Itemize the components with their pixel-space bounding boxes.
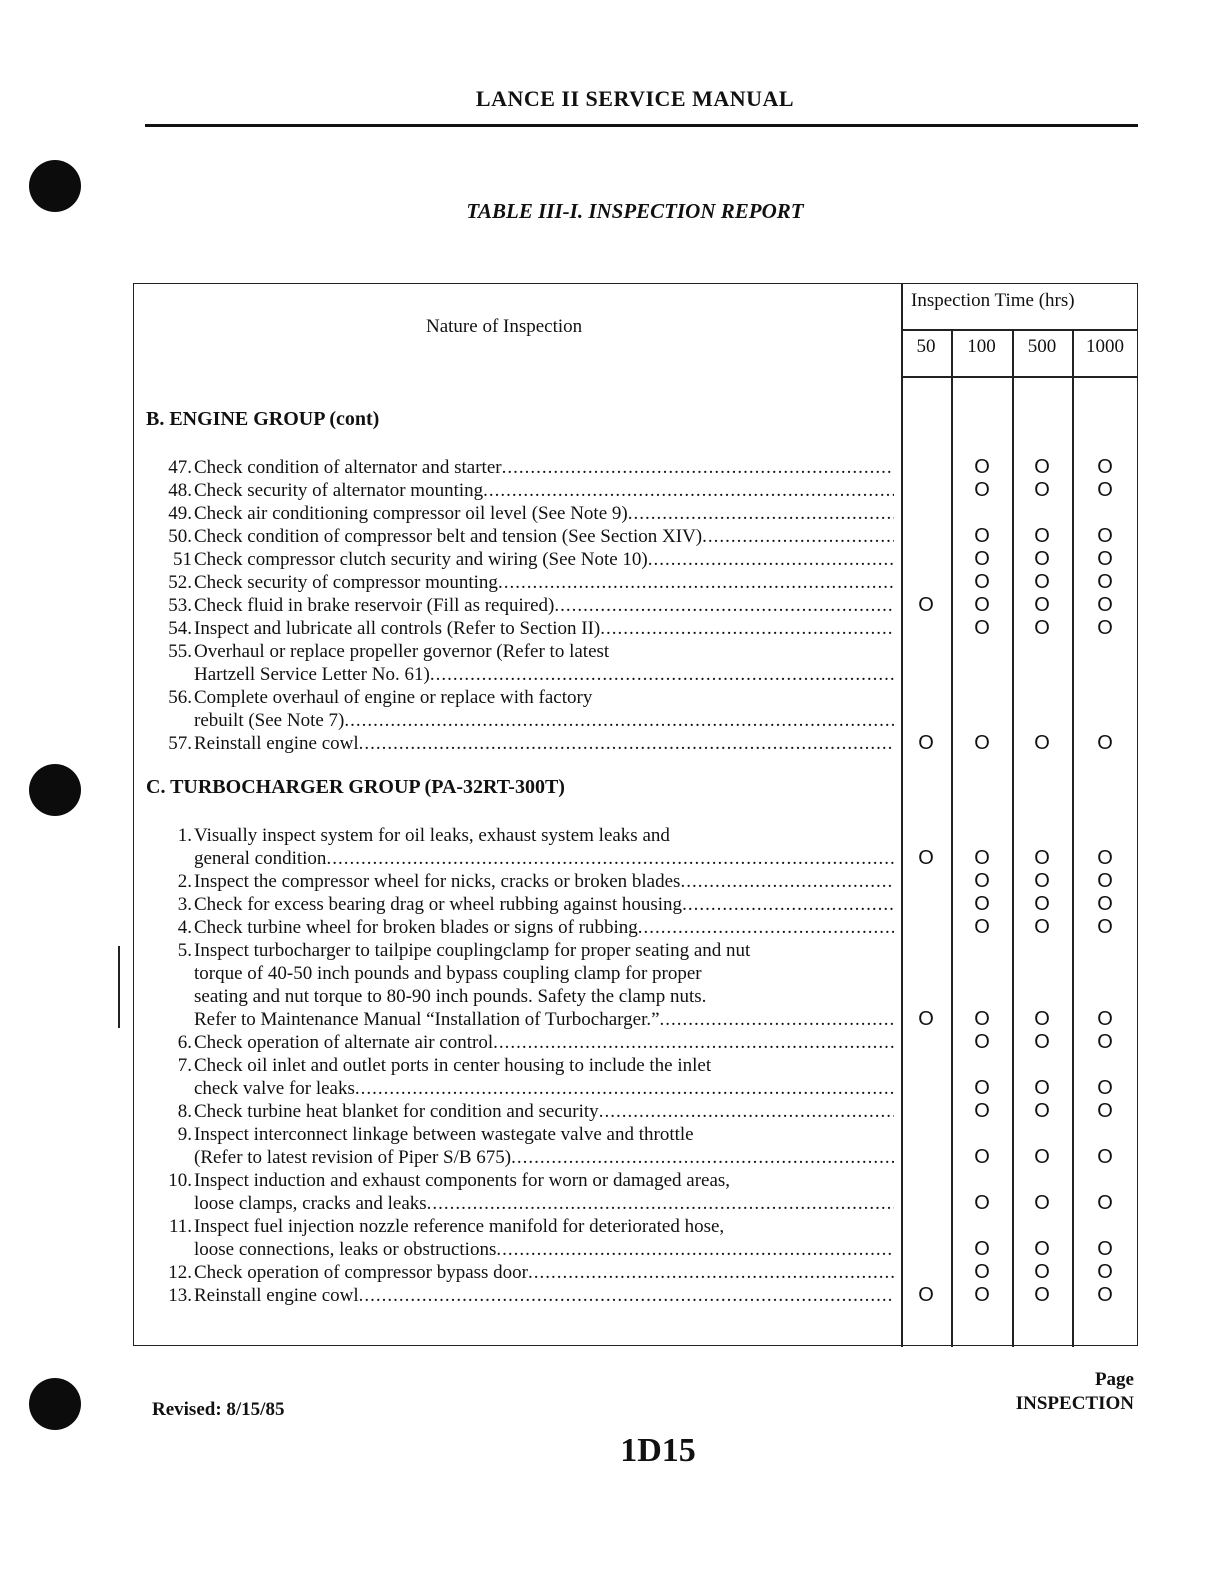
line-text: torque of 40-50 inch pounds and bypass coupling clamp for proper (194, 963, 702, 984)
page-code: 1D15 (620, 1432, 696, 1469)
change-bar (118, 946, 120, 1028)
dot-leader (359, 1284, 894, 1307)
table-row (146, 939, 896, 1031)
line-text: Inspect turbocharger to tailpipe couplingclamp for proper seating and nut (194, 940, 751, 961)
nature-of-inspection-header: Nature of Inspection (426, 316, 583, 337)
line-text: Check fluid in brake reservoir (Fill as required) (194, 595, 555, 616)
item-number: 1. (177, 825, 192, 846)
line-text: seating and nut torque to 80-90 inch pounds. Safety the clamp nuts. (194, 986, 707, 1007)
interval-mark: O (974, 732, 990, 754)
table-row (146, 1169, 896, 1215)
item-number: 7. (177, 1055, 192, 1076)
interval-mark: O (974, 1008, 990, 1030)
item-number: 56. (168, 687, 192, 708)
description-line (194, 502, 894, 525)
interval-mark: O (1097, 1146, 1113, 1168)
dot-leader (682, 893, 894, 916)
item-description (194, 870, 894, 893)
table-row (146, 1031, 896, 1054)
interval-header: 1000 (1086, 336, 1124, 357)
item-number: 48. (168, 480, 192, 501)
dot-leader (326, 847, 894, 870)
interval-mark: O (1097, 1238, 1113, 1260)
header-rule (145, 124, 1138, 127)
description-line (194, 962, 894, 985)
dot-leader (628, 502, 894, 525)
item-number: 9. (177, 1124, 192, 1145)
description-line (194, 571, 894, 594)
interval-mark: O (974, 548, 990, 570)
line-text: Inspect the compressor wheel for nicks, cracks or broken blades (194, 871, 681, 892)
interval-mark: O (1034, 1192, 1050, 1214)
item-description (194, 479, 894, 502)
punch-hole-middle (29, 764, 81, 816)
interval-mark: O (918, 1008, 934, 1030)
interval-mark: O (974, 1077, 990, 1099)
description-line (194, 640, 894, 663)
item-number: 10. (168, 1170, 192, 1191)
item-description (194, 525, 894, 548)
interval-mark: O (974, 571, 990, 593)
line-text: Check air conditioning compressor oil level (See Note 9) (194, 503, 628, 524)
interval-mark: O (1097, 525, 1113, 547)
item-description (194, 571, 894, 594)
line-text: Complete overhaul of engine or replace with factory (194, 687, 593, 708)
line-text: Hartzell Service Letter No. 61) (194, 664, 430, 685)
line-text: Check condition of compressor belt and tension (See Section XIV) (194, 526, 703, 547)
description-line (194, 1008, 894, 1031)
description-line (194, 663, 894, 686)
line-text: Check operation of alternate air control (194, 1032, 494, 1053)
line-text: rebuilt (See Note 7) (194, 710, 345, 731)
description-line (194, 870, 894, 893)
interval-mark: O (1097, 594, 1113, 616)
dot-leader (638, 916, 894, 939)
description-line (194, 1284, 894, 1307)
line-text: Check compressor clutch security and wiring (See Note 10) (194, 549, 648, 570)
interval-mark: O (974, 870, 990, 892)
line-text: Check operation of compressor bypass door (194, 1262, 529, 1283)
interval-mark: O (974, 916, 990, 938)
item-description (194, 1284, 894, 1307)
interval-mark: O (1034, 1008, 1050, 1030)
item-description (194, 502, 894, 525)
item-number: 50. (168, 526, 192, 547)
table-row (146, 686, 896, 732)
interval-mark: O (974, 847, 990, 869)
item-description (194, 893, 894, 916)
table-row (146, 732, 896, 755)
dot-leader (528, 1261, 894, 1284)
description-line (194, 916, 894, 939)
dot-leader (660, 1008, 894, 1031)
description-line (194, 525, 894, 548)
interval-mark: O (1097, 1192, 1113, 1214)
dot-leader (355, 1077, 894, 1100)
description-line (194, 1192, 894, 1215)
description-line (194, 594, 894, 617)
line-text: Overhaul or replace propeller governor (Refer to latest (194, 641, 610, 662)
table-row (146, 1261, 896, 1284)
table-row (146, 525, 896, 548)
interval-mark: O (1034, 1238, 1050, 1260)
interval-mark: O (974, 893, 990, 915)
interval-mark: O (1097, 870, 1113, 892)
interval-mark: O (1097, 1077, 1113, 1099)
item-number: 57. (168, 733, 192, 754)
line-text: Check turbine heat blanket for condition and security (194, 1101, 599, 1122)
dot-leader (554, 594, 894, 617)
interval-mark: O (1097, 479, 1113, 501)
interval-mark: O (974, 1100, 990, 1122)
group-heading: C. TURBOCHARGER GROUP (PA-32RT-300T) (146, 776, 565, 798)
description-line (194, 686, 894, 709)
group-heading: B. ENGINE GROUP (cont) (146, 408, 380, 430)
item-description (194, 824, 894, 870)
description-line (194, 548, 894, 571)
column-divider (1072, 330, 1074, 1347)
item-description (194, 617, 894, 640)
item-description (194, 916, 894, 939)
line-text: check valve for leaks (194, 1078, 355, 1099)
interval-mark: O (1034, 594, 1050, 616)
interval-mark: O (1097, 1008, 1113, 1030)
manual-title: LANCE II SERVICE MANUAL (475, 86, 795, 111)
dot-leader (427, 1192, 894, 1215)
description-line (194, 732, 894, 755)
line-text: Visually inspect system for oil leaks, exhaust system leaks and (194, 825, 670, 846)
interval-mark: O (1097, 1100, 1113, 1122)
line-text: Inspect fuel injection nozzle reference manifold for deteriorated hose, (194, 1216, 725, 1237)
interval-mark: O (1034, 456, 1050, 478)
dot-leader (430, 663, 894, 686)
table-row (146, 893, 896, 916)
interval-mark: O (1034, 893, 1050, 915)
interval-mark: O (1097, 617, 1113, 639)
description-line (194, 456, 894, 479)
dot-leader (680, 870, 894, 893)
item-description (194, 1261, 894, 1284)
table-row (146, 617, 896, 640)
table-row (146, 1054, 896, 1100)
interval-mark: O (1034, 1031, 1050, 1053)
line-text: loose connections, leaks or obstructions (194, 1239, 497, 1260)
table-row (146, 571, 896, 594)
description-line (194, 1215, 894, 1238)
item-description (194, 732, 894, 755)
description-line (194, 1261, 894, 1284)
item-description (194, 939, 894, 1031)
line-text: Reinstall engine cowl (194, 733, 359, 754)
description-line (194, 479, 894, 502)
interval-mark: O (1034, 732, 1050, 754)
interval-header: 50 (916, 336, 936, 357)
item-number: 55. (168, 641, 192, 662)
dot-leader (498, 571, 894, 594)
line-text: Check security of alternator mounting (194, 480, 484, 501)
item-number: 47. (168, 457, 192, 478)
column-divider (951, 330, 953, 1347)
table-row (146, 456, 896, 479)
interval-mark: O (918, 847, 934, 869)
revised-date: Revised: 8/15/85 (152, 1399, 285, 1420)
item-description (194, 1031, 894, 1054)
dot-leader (648, 548, 894, 571)
interval-mark: O (1034, 617, 1050, 639)
dot-leader (511, 1146, 894, 1169)
interval-mark: O (918, 732, 934, 754)
description-line (194, 939, 894, 962)
description-line (194, 1054, 894, 1077)
dot-leader (599, 1100, 894, 1123)
interval-mark: O (1034, 1284, 1050, 1306)
description-line (194, 617, 894, 640)
item-description (194, 1054, 894, 1100)
dot-leader (344, 709, 894, 732)
dot-leader (702, 525, 894, 548)
dot-leader (483, 479, 894, 502)
interval-mark: O (974, 1031, 990, 1053)
line-text: Check condition of alternator and starter (194, 457, 502, 478)
section-name: INSPECTION (1015, 1393, 1134, 1414)
interval-mark: O (974, 1261, 990, 1283)
interval-mark: O (1097, 571, 1113, 593)
description-line (194, 1100, 894, 1123)
line-text: Reinstall engine cowl (194, 1285, 359, 1306)
description-line (194, 824, 894, 847)
item-number: 52. (168, 572, 192, 593)
table-row (146, 640, 896, 686)
item-number: 4. (177, 917, 192, 938)
item-number: 8. (177, 1101, 192, 1122)
interval-mark: O (918, 594, 934, 616)
description-line (194, 1169, 894, 1192)
dot-leader (496, 1238, 894, 1261)
item-description (194, 594, 894, 617)
description-line (194, 985, 894, 1008)
interval-mark: O (1097, 1031, 1113, 1053)
interval-header: 100 (967, 336, 996, 357)
item-number: 54. (168, 618, 192, 639)
page-label: Page (1094, 1369, 1134, 1390)
interval-mark: O (1097, 548, 1113, 570)
table-row (146, 916, 896, 939)
interval-mark: O (1034, 870, 1050, 892)
table-title: TABLE III-I. INSPECTION REPORT (466, 199, 804, 223)
interval-mark: O (1097, 1284, 1113, 1306)
interval-mark: O (1034, 548, 1050, 570)
interval-mark: O (974, 1192, 990, 1214)
line-text: (Refer to latest revision of Piper S/B 675) (194, 1147, 512, 1168)
column-divider (901, 284, 903, 1347)
table-row (146, 548, 896, 571)
line-text: loose clamps, cracks and leaks (194, 1193, 427, 1214)
table-row (146, 1215, 896, 1261)
interval-mark: O (1034, 1146, 1050, 1168)
item-number: 49. (168, 503, 192, 524)
item-description (194, 456, 894, 479)
description-line (194, 709, 894, 732)
table-row (146, 1123, 896, 1169)
line-text: Inspect interconnect linkage between wastegate valve and throttle (194, 1124, 694, 1145)
description-line (194, 847, 894, 870)
interval-mark: O (1097, 1261, 1113, 1283)
item-description (194, 1123, 894, 1169)
interval-mark: O (1097, 732, 1113, 754)
page-section (1016, 1368, 1134, 1416)
line-text: Refer to Maintenance Manual “Installation of Turbocharger.” (194, 1009, 660, 1030)
line-text: Check for excess bearing drag or wheel rubbing against housing (194, 894, 683, 915)
header-divider (901, 376, 1138, 378)
interval-mark: O (1097, 456, 1113, 478)
interval-mark: O (974, 1146, 990, 1168)
punch-hole-bottom (29, 1378, 81, 1430)
interval-mark: O (974, 1284, 990, 1306)
header-divider (901, 329, 1138, 331)
description-line (194, 1077, 894, 1100)
line-text: Inspect induction and exhaust components for worn or damaged areas, (194, 1170, 731, 1191)
dot-leader (493, 1031, 894, 1054)
interval-mark: O (1034, 847, 1050, 869)
table-row (146, 870, 896, 893)
line-text: Inspect and lubricate all controls (Refer to Section II) (194, 618, 601, 639)
inspection-table (133, 283, 1138, 1346)
interval-mark: O (974, 617, 990, 639)
dot-leader (600, 617, 894, 640)
interval-mark: O (1034, 571, 1050, 593)
item-description (194, 1169, 894, 1215)
table-row (146, 824, 896, 870)
interval-mark: O (974, 525, 990, 547)
interval-mark: O (1034, 1100, 1050, 1122)
item-description (194, 1215, 894, 1261)
item-number: 6. (177, 1032, 192, 1053)
item-number: 11. (168, 1216, 192, 1237)
interval-mark: O (974, 1238, 990, 1260)
item-number: 2. (177, 871, 192, 892)
table-row (146, 1100, 896, 1123)
dot-leader (502, 456, 894, 479)
item-number: 51 (173, 549, 192, 570)
table-row (146, 1284, 896, 1307)
table-row (146, 479, 896, 502)
dot-leader (359, 732, 894, 755)
line-text: Check oil inlet and outlet ports in center housing to include the inlet (194, 1055, 712, 1076)
interval-mark: O (918, 1284, 934, 1306)
interval-mark: O (974, 594, 990, 616)
interval-header: 500 (1027, 336, 1057, 357)
interval-mark: O (1097, 893, 1113, 915)
item-number: 53. (168, 595, 192, 616)
description-line (194, 1031, 894, 1054)
description-line (194, 893, 894, 916)
interval-mark: O (1034, 916, 1050, 938)
item-number: 13. (168, 1285, 192, 1306)
item-description (194, 640, 894, 686)
item-description (194, 686, 894, 732)
item-number: 12. (168, 1262, 192, 1283)
line-text: general condition (194, 848, 327, 869)
interval-mark: O (1034, 1261, 1050, 1283)
table-row (146, 594, 896, 617)
inspection-time-header: Inspection Time (hrs) (911, 290, 1075, 311)
interval-mark: O (1034, 479, 1050, 501)
interval-mark: O (974, 456, 990, 478)
interval-mark: O (1034, 1077, 1050, 1099)
line-text: Check turbine wheel for broken blades or signs of rubbing (194, 917, 638, 938)
interval-mark: O (1097, 916, 1113, 938)
table-row (146, 502, 896, 525)
item-number: 3. (177, 894, 192, 915)
line-text: Check security of compressor mounting (194, 572, 498, 593)
interval-mark: O (974, 479, 990, 501)
item-description (194, 548, 894, 571)
description-line (194, 1146, 894, 1169)
interval-mark: O (1034, 525, 1050, 547)
description-line (194, 1123, 894, 1146)
description-line (194, 1238, 894, 1261)
item-description (194, 1100, 894, 1123)
interval-mark: O (1097, 847, 1113, 869)
item-number: 5. (177, 940, 192, 961)
column-divider (1012, 330, 1014, 1347)
